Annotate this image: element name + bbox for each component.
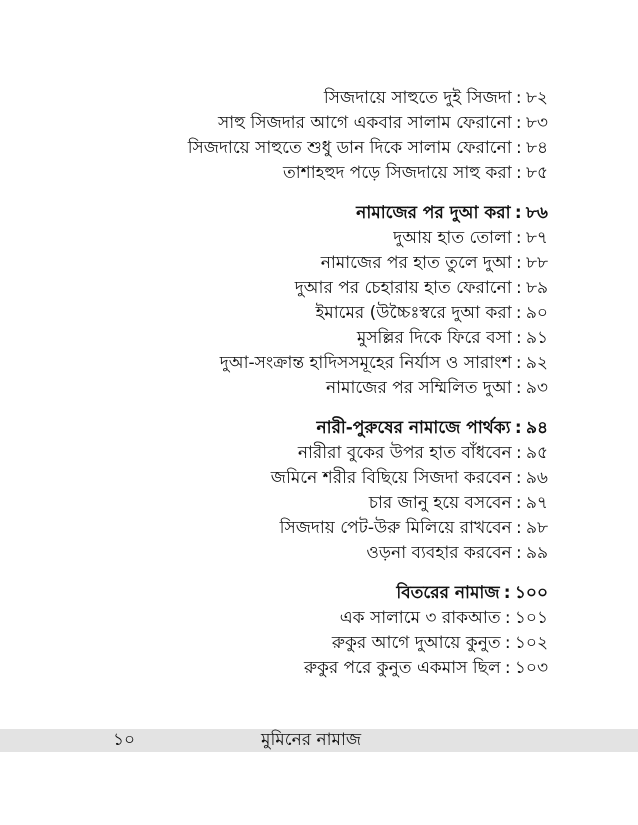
toc-separator: : bbox=[514, 418, 522, 438]
toc-entry-page: ৮৩ bbox=[525, 113, 548, 133]
toc-section bbox=[28, 86, 548, 186]
toc-entry-page: ৮৭ bbox=[525, 228, 548, 248]
toc-entry-page: ৮২ bbox=[525, 88, 548, 108]
toc-entry-page: ৯৪ bbox=[525, 418, 548, 438]
toc-separator: : bbox=[504, 633, 511, 653]
page-footer bbox=[0, 729, 638, 752]
table-of-contents bbox=[28, 86, 548, 696]
toc-separator: : bbox=[515, 543, 522, 563]
toc-heading bbox=[28, 416, 548, 441]
toc-entry bbox=[28, 161, 548, 186]
toc-entry bbox=[28, 136, 548, 161]
toc-entry-title: দুআর পর চেহারায় হাত ফেরানো bbox=[294, 278, 512, 298]
toc-entry-page: ৯৩ bbox=[525, 378, 548, 398]
toc-entry-page: ১০৩ bbox=[514, 658, 548, 678]
toc-entry-page: ১০০ bbox=[514, 583, 548, 603]
toc-separator: : bbox=[504, 658, 511, 678]
toc-entry-title: ওড়না ব্যবহার করবেন bbox=[366, 543, 512, 563]
toc-entry-title: এক সালামে ৩ রাকআত bbox=[339, 608, 501, 628]
toc-separator: : bbox=[515, 353, 522, 373]
toc-heading bbox=[28, 201, 548, 226]
toc-entry-title: তাশাহহুদ পড়ে সিজদায়ে সাহু করা bbox=[282, 163, 512, 183]
toc-entry bbox=[28, 326, 548, 351]
toc-entry bbox=[28, 656, 548, 681]
toc-separator: : bbox=[503, 583, 511, 603]
toc-entry-page: ১০২ bbox=[514, 633, 548, 653]
toc-entry bbox=[28, 516, 548, 541]
toc-entry bbox=[28, 376, 548, 401]
toc-entry-page: ৯৬ bbox=[525, 468, 548, 488]
toc-section bbox=[28, 201, 548, 401]
toc-section bbox=[28, 416, 548, 566]
toc-entry-page: ৮৬ bbox=[525, 203, 548, 223]
toc-entry-title: নামাজের পর হাত তুলে দুআ bbox=[320, 253, 512, 273]
toc-entry-page: ৮৯ bbox=[525, 278, 548, 298]
toc-separator: : bbox=[515, 113, 522, 133]
toc-entry-page: ৯৯ bbox=[525, 543, 548, 563]
toc-entry-title: দুআ-সংক্রান্ত হাদিসসমূহের নির্যাস ও সারাংশ bbox=[219, 353, 512, 373]
toc-separator: : bbox=[515, 278, 522, 298]
toc-entry-title: সিজদায় পেট-উরু মিলিয়ে রাখবেন bbox=[279, 518, 512, 538]
toc-separator: : bbox=[515, 88, 522, 108]
toc-entry-page: ৯০ bbox=[525, 303, 548, 323]
toc-entry-title: সিজদায়ে সাহুতে দুই সিজদা bbox=[323, 88, 512, 108]
toc-entry-page: ৮৮ bbox=[525, 253, 548, 273]
toc-entry-title: বিতরের নামাজ bbox=[396, 583, 500, 603]
toc-separator: : bbox=[515, 443, 522, 463]
toc-entry-page: ৯৫ bbox=[525, 443, 548, 463]
toc-entry-title: রুকুর পরে কুনুত একমাস ছিল bbox=[303, 658, 501, 678]
toc-entry bbox=[28, 441, 548, 466]
toc-separator: : bbox=[515, 328, 522, 348]
toc-entry-title: চার জানু হয়ে বসবেন bbox=[368, 493, 512, 513]
toc-entry-page: ৯১ bbox=[525, 328, 548, 348]
toc-entry-page: ৮৫ bbox=[525, 163, 548, 183]
toc-section bbox=[28, 581, 548, 681]
toc-separator: : bbox=[515, 468, 522, 488]
toc-separator: : bbox=[514, 203, 522, 223]
toc-entry bbox=[28, 301, 548, 326]
toc-entry-title: সাহু সিজদার আগে একবার সালাম ফেরানো bbox=[218, 113, 512, 133]
toc-entry bbox=[28, 276, 548, 301]
toc-separator: : bbox=[504, 608, 511, 628]
toc-entry-page: ১০১ bbox=[514, 608, 548, 628]
toc-entry bbox=[28, 491, 548, 516]
toc-entry-page: ৯২ bbox=[525, 353, 548, 373]
toc-entry-page: ৯৭ bbox=[525, 493, 548, 513]
toc-entry-title: জমিনে শরীর বিছিয়ে সিজদা করবেন bbox=[270, 468, 512, 488]
toc-entry-page: ৯৮ bbox=[525, 518, 548, 538]
toc-entry bbox=[28, 541, 548, 566]
toc-separator: : bbox=[515, 518, 522, 538]
toc-entry bbox=[28, 351, 548, 376]
toc-entry-title: ইমামের (উচ্চৈঃস্বরে দুআ করা bbox=[315, 303, 512, 323]
running-title: মুমিনের নামাজ bbox=[261, 730, 362, 750]
toc-heading bbox=[28, 581, 548, 606]
toc-entry-page: ৮৪ bbox=[525, 138, 548, 158]
toc-entry bbox=[28, 631, 548, 656]
toc-entry-title: দুআয় হাত তোলা bbox=[393, 228, 512, 248]
toc-entry-title: মুসল্লির দিকে ফিরে বসা bbox=[356, 328, 512, 348]
toc-separator: : bbox=[515, 303, 522, 323]
toc-entry bbox=[28, 466, 548, 491]
toc-entry-title: নারীরা বুকের উপর হাত বাঁধবেন bbox=[297, 443, 512, 463]
toc-entry-title: রুকুর আগে দুআয়ে কুনুত bbox=[331, 633, 501, 653]
toc-separator: : bbox=[515, 228, 522, 248]
toc-entry bbox=[28, 606, 548, 631]
toc-entry bbox=[28, 111, 548, 136]
toc-separator: : bbox=[515, 253, 522, 273]
toc-entry bbox=[28, 226, 548, 251]
toc-entry-title: সিজদায়ে সাহুতে শুধু ডান দিকে সালাম ফেরানো bbox=[187, 138, 512, 158]
page-number: ১০ bbox=[113, 730, 136, 750]
toc-entry-title: নামাজের পর দুআ করা bbox=[356, 203, 511, 223]
toc-entry bbox=[28, 86, 548, 111]
toc-separator: : bbox=[515, 138, 522, 158]
toc-separator: : bbox=[515, 493, 522, 513]
toc-separator: : bbox=[515, 378, 522, 398]
toc-entry bbox=[28, 251, 548, 276]
toc-entry-title: নামাজের পর সম্মিলিত দুআ bbox=[325, 378, 512, 398]
toc-separator: : bbox=[515, 163, 522, 183]
toc-entry-title: নারী-পুরুষের নামাজে পার্থক্য bbox=[316, 418, 511, 438]
